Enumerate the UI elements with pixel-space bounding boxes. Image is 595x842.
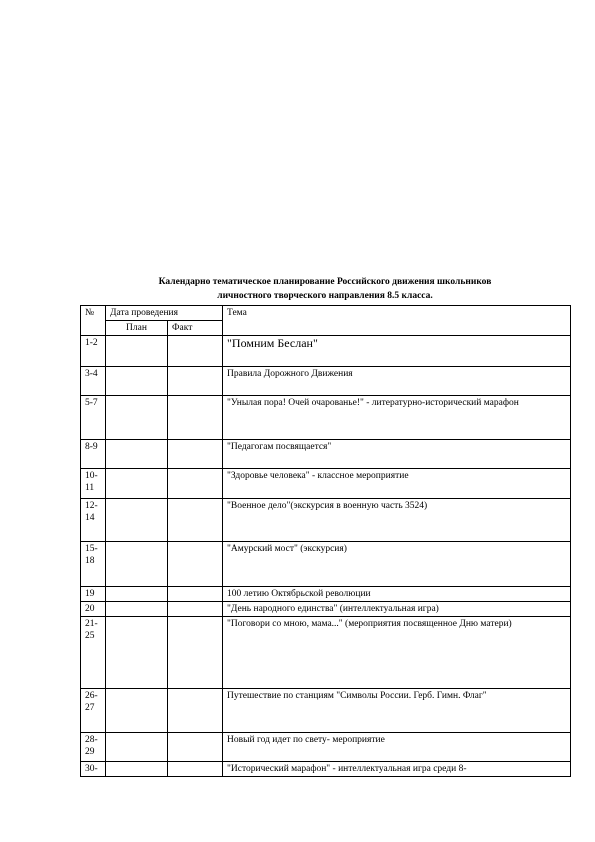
row-plan <box>106 733 168 762</box>
row-num: 10-11 <box>81 469 106 499</box>
row-theme: "Педагогам посвящается" <box>223 440 571 469</box>
table-row <box>81 542 571 587</box>
table-row <box>81 336 571 367</box>
table-row <box>81 396 571 440</box>
row-theme: Новый год идет по свету- мероприятие <box>223 733 571 762</box>
title-line-1: Календарно тематическое планирование Российского движения школьников <box>158 277 492 287</box>
row-plan <box>106 336 168 367</box>
row-theme: "День народного единства" (интеллектуальная игра) <box>223 602 571 617</box>
row-theme: Путешествие по станциям "Символы России. Герб. Гимн. Флаг" <box>223 689 571 733</box>
title-line-2: личностного творческого направления 8.5 класса. <box>217 291 433 301</box>
row-fact <box>168 762 223 777</box>
row-num: 12-14 <box>81 499 106 542</box>
row-plan <box>106 689 168 733</box>
row-plan <box>106 396 168 440</box>
row-plan <box>106 542 168 587</box>
document-title <box>80 275 570 303</box>
row-num: 1-2 <box>81 336 106 367</box>
row-theme: "Помним Беслан" <box>223 336 571 367</box>
table-row <box>81 587 571 602</box>
row-num: 19 <box>81 587 106 602</box>
planning-table <box>80 305 571 777</box>
header-theme: Тема <box>223 306 571 336</box>
row-plan <box>106 617 168 689</box>
row-fact <box>168 499 223 542</box>
row-num: 21-25 <box>81 617 106 689</box>
header-row <box>81 306 571 321</box>
row-num: 30- <box>81 762 106 777</box>
row-theme: 100 летию Октябрьской революции <box>223 587 571 602</box>
row-num: 28-29 <box>81 733 106 762</box>
row-theme: "Амурский мост" (экскурсия) <box>223 542 571 587</box>
row-fact <box>168 367 223 396</box>
row-fact <box>168 396 223 440</box>
header-plan: План <box>106 321 168 336</box>
row-num: 3-4 <box>81 367 106 396</box>
row-plan <box>106 440 168 469</box>
row-fact <box>168 336 223 367</box>
row-fact <box>168 469 223 499</box>
row-plan <box>106 499 168 542</box>
table-row <box>81 367 571 396</box>
row-fact <box>168 617 223 689</box>
row-num: 15-18 <box>81 542 106 587</box>
row-num: 8-9 <box>81 440 106 469</box>
header-date: Дата проведения <box>106 306 223 321</box>
row-theme: Правила Дорожного Движения <box>223 367 571 396</box>
table-row <box>81 617 571 689</box>
row-num: 26-27 <box>81 689 106 733</box>
row-theme: "Поговори со мною, мама..." (мероприятия посвященное Дню матери) <box>223 617 571 689</box>
row-fact <box>168 587 223 602</box>
table-row <box>81 762 571 777</box>
header-num: № <box>81 306 106 336</box>
table-row <box>81 689 571 733</box>
row-plan <box>106 587 168 602</box>
row-plan <box>106 762 168 777</box>
row-num: 5-7 <box>81 396 106 440</box>
row-fact <box>168 440 223 469</box>
table-row <box>81 499 571 542</box>
row-plan <box>106 367 168 396</box>
row-theme: "Военное дело"(экскурсия в военную часть 3524) <box>223 499 571 542</box>
row-theme: "Исторический марафон" - интеллектуальная игра среди 8- <box>223 762 571 777</box>
row-fact <box>168 602 223 617</box>
row-plan <box>106 602 168 617</box>
row-num: 20 <box>81 602 106 617</box>
row-theme: "Здоровье человека" - классное мероприятие <box>223 469 571 499</box>
table-row <box>81 469 571 499</box>
row-fact <box>168 542 223 587</box>
row-fact <box>168 733 223 762</box>
row-plan <box>106 469 168 499</box>
header-fact: Факт <box>168 321 223 336</box>
row-fact <box>168 689 223 733</box>
table-row <box>81 733 571 762</box>
table-row <box>81 602 571 617</box>
row-theme: "Унылая пора! Очей очарованье!" - литературно-исторический марафон <box>223 396 571 440</box>
table-row <box>81 440 571 469</box>
